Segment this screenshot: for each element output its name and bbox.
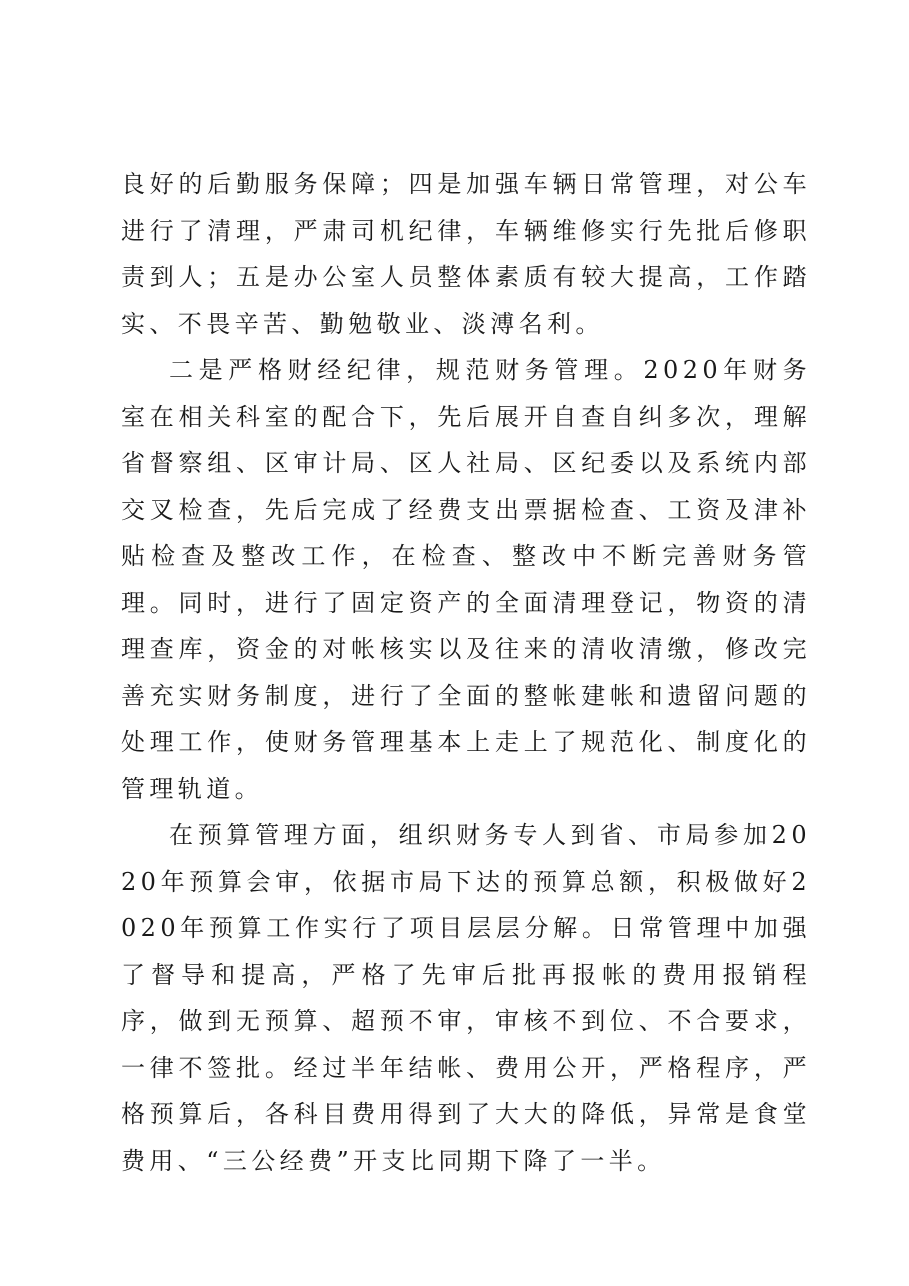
paragraph-financial-discipline: 二是严格财经纪律，规范财务管理。2020年财务室在相关科室的配合下，先后展开自查自纠多次，理解省督察组、区审计局、区人社局、区纪委以及系统内部交叉检查，先后完成了经费支出票据检查、工资及津补贴检查及整改工作，在检查、整改中不断完善财务管理。同时，进行了固定资产的全面清理登记，物资的清理查库，资金的对帐核实以及往来的清收清缴，修改完善充实财务制度，进行了全面的整帐建帐和遗留问题的处理工作，使财务管理基本上走上了规范化、制度化的管理轨道。 bbox=[121, 356, 811, 803]
document-body bbox=[121, 161, 811, 1184]
paragraph-budget-management: 在预算管理方面，组织财务专人到省、市局参加2020年预算会审，依据市局下达的预算总额，积极做好2020年预算工作实行了项目层层分解。日常管理中加强了督导和提高，严格了先审后批再报帐的费用报销程序，做到无预算、超预不审，审核不到位、不合要求，一律不签批。经过半年结帐、费用公开，严格程序，严格预算后，各科目费用得到了大大的降低，异常是食堂费用、“三公经费”开支比同期下降了一半。 bbox=[121, 821, 811, 1175]
paragraph-logistics-vehicle-management: 良好的后勤服务保障；四是加强车辆日常管理，对公车进行了清理，严肃司机纪律，车辆维修实行先批后修职责到人；五是办公室人员整体素质有较大提高，工作踏实、不畏辛苦、勤勉敬业、淡溥名利。 bbox=[121, 170, 811, 338]
